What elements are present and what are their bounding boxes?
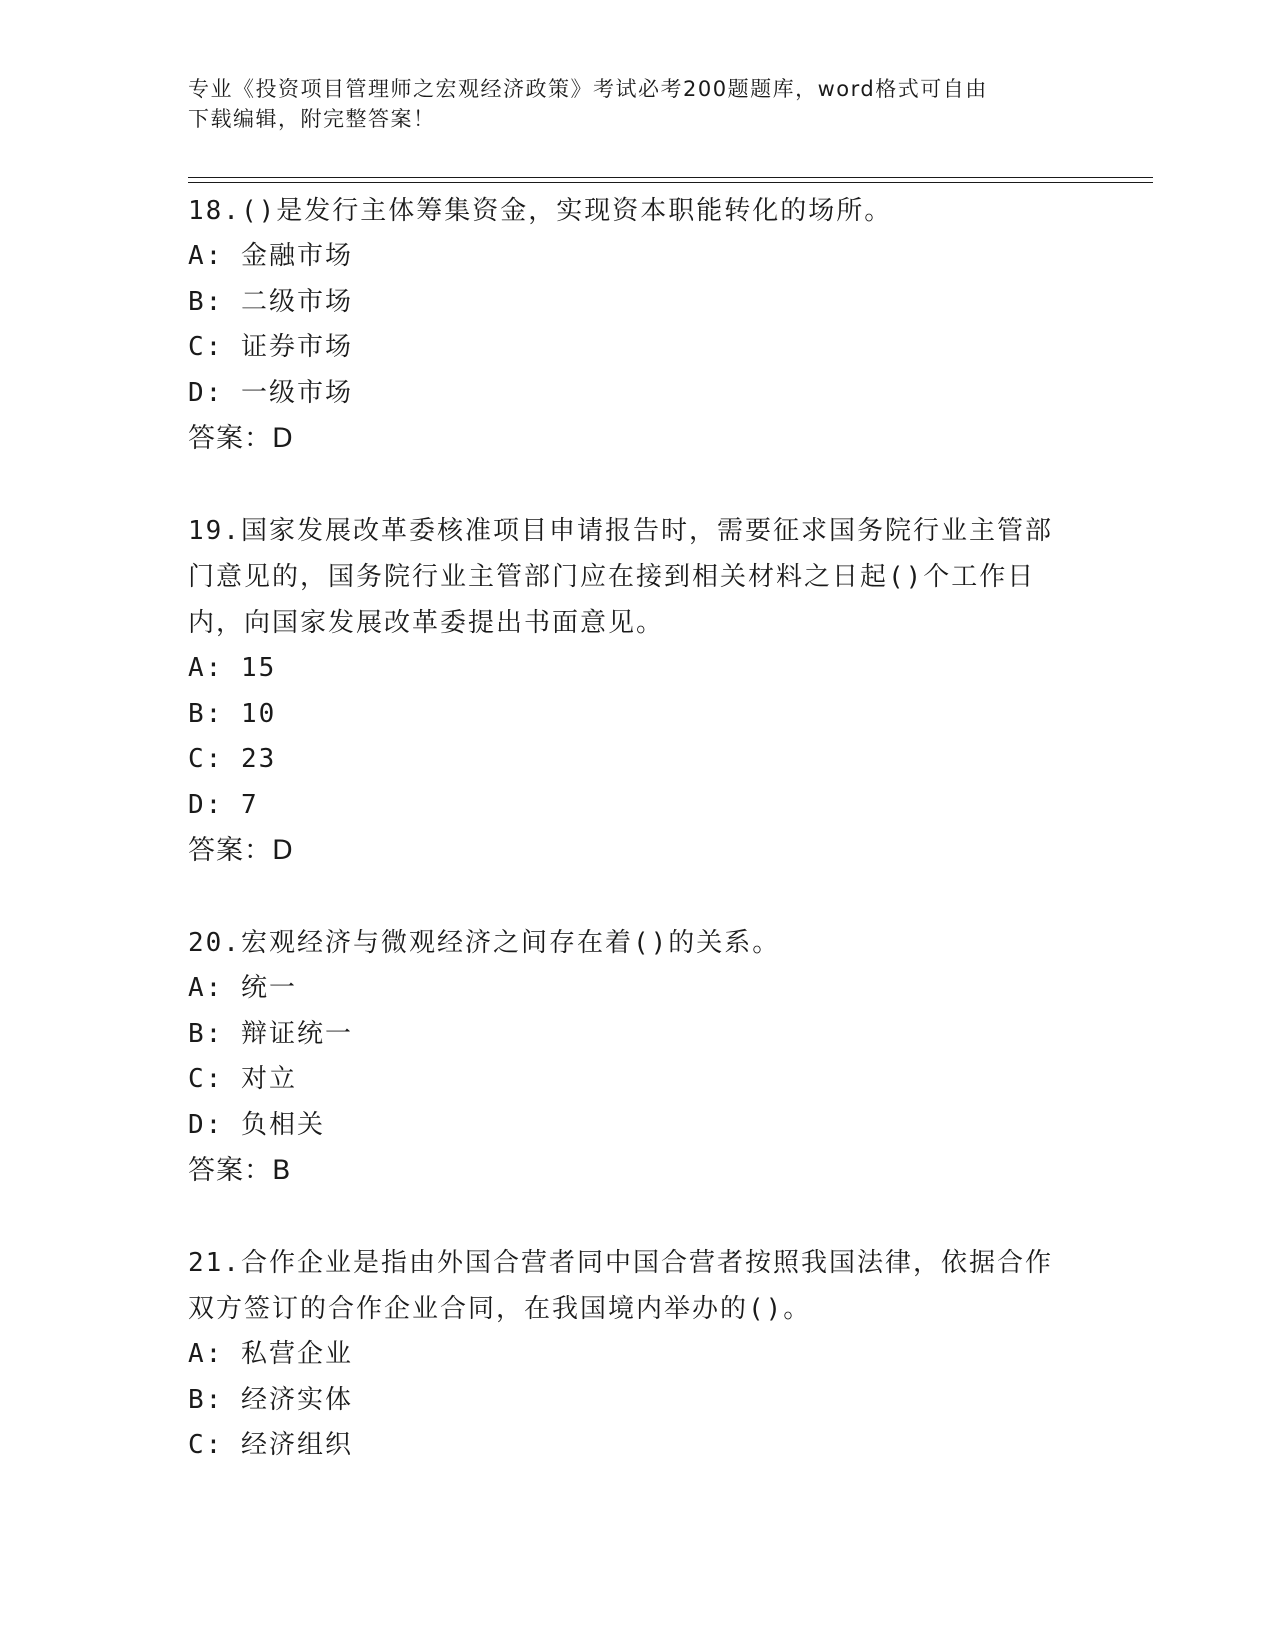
question-21 (188, 1240, 1088, 1469)
option-c: C: 23 (188, 744, 277, 774)
question-20 (188, 920, 1088, 1194)
question-stem (188, 508, 1088, 646)
answer-line: 答案：D (188, 423, 294, 454)
question-19 (188, 508, 1088, 874)
stem-line: 19.国家发展改革委核准项目申请报告时，需要征求国务院行业主管部 (188, 516, 1053, 546)
header-divider-bottom (188, 182, 1153, 183)
stem-line: 20.宏观经济与微观经济之间存在着()的关系。 (188, 928, 781, 958)
stem-line: 18.()是发行主体筹集资金，实现资本职能转化的场所。 (188, 196, 893, 226)
option-d: D: 7 (188, 789, 259, 820)
stem-line: 双方签订的合作企业合同，在我国境内举办的()。 (188, 1294, 812, 1324)
option-a: A: 金融市场 (188, 241, 353, 271)
option-b: B: 二级市场 (188, 286, 353, 317)
option-d: D: 负相关 (188, 1109, 325, 1140)
question-stem (188, 1240, 1088, 1332)
question-18 (188, 188, 1088, 462)
stem-line: 门意见的，国务院行业主管部门应在接到相关材料之日起()个工作日 (188, 562, 1036, 592)
document-header (188, 74, 1078, 134)
question-stem (188, 188, 1088, 234)
option-a: A: 统一 (188, 973, 297, 1003)
question-list (188, 188, 1088, 1469)
option-c: C: 对立 (188, 1064, 297, 1094)
header-line-2: 下载编辑，附完整答案！ (188, 107, 436, 131)
option-b: B: 辩证统一 (188, 1018, 353, 1049)
option-a: A: 15 (188, 653, 277, 683)
option-d: D: 一级市场 (188, 377, 353, 408)
stem-line: 内，向国家发展改革委提出书面意见。 (188, 608, 665, 638)
option-c: C: 经济组织 (188, 1430, 353, 1460)
stem-line: 21.合作企业是指由外国合营者同中国合营者按照我国法律，依据合作 (188, 1248, 1053, 1278)
header-line-1: 专业《投资项目管理师之宏观经济政策》考试必考200题题库，word格式可自由 (188, 77, 988, 101)
option-b: B: 经济实体 (188, 1384, 353, 1415)
question-stem (188, 920, 1088, 966)
option-a: A: 私营企业 (188, 1339, 353, 1369)
answer-line: 答案：B (188, 1155, 292, 1186)
option-b: B: 10 (188, 698, 277, 729)
answer-line: 答案：D (188, 835, 294, 866)
option-c: C: 证券市场 (188, 332, 353, 362)
header-divider-top (188, 177, 1153, 178)
